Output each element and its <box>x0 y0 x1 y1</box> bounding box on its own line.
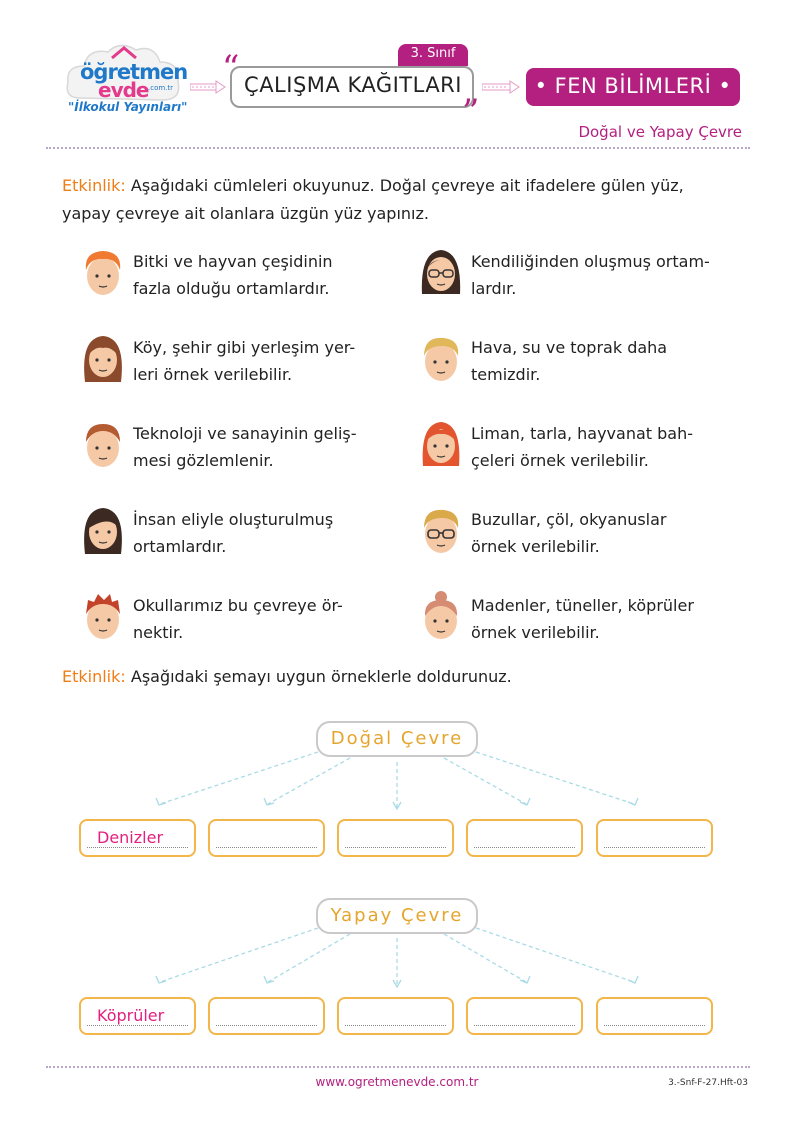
footer-code: 3.-Snf-F-27.Hft-03 <box>668 1078 748 1088</box>
statement-line: temizdir. <box>471 365 541 384</box>
footer-url: www.ogretmenevde.com.tr <box>315 1075 479 1089</box>
statement-line: İnsan eliyle oluşturulmuş <box>133 510 334 529</box>
logo-domain: .com.tr <box>148 84 174 92</box>
statement-line: fazla olduğu ortamlardır. <box>133 279 330 298</box>
write-line <box>216 847 317 848</box>
statement-line: Köy, şehir gibi yerleşim yer- <box>133 338 356 357</box>
statement-line: Bitki ve hayvan çeşidinin <box>133 252 333 271</box>
statement-line: Hava, su ve toprak daha <box>471 338 668 357</box>
slot-answer: Denizler <box>97 828 164 847</box>
statement-line: Buzullar, çöl, okyanuslar <box>471 510 667 529</box>
statement-line: Okullarımız bu çevreye ör- <box>133 596 343 615</box>
natural-slot[interactable] <box>596 819 713 857</box>
write-line <box>345 847 446 848</box>
statement-line: nektir. <box>133 623 184 642</box>
write-line <box>345 1025 446 1026</box>
artificial-slot[interactable] <box>208 997 325 1035</box>
statement-line: Teknoloji ve sanayinin geliş- <box>133 424 357 443</box>
activity1-line1: Aşağıdaki cümleleri okuyunuz. Doğal çevreye ait ifadelere gülen yüz, <box>125 176 684 195</box>
artificial-slot[interactable] <box>79 997 196 1035</box>
page-title: ÇALIŞMA KAĞITLARI <box>244 73 462 97</box>
artificial-environment-title: Yapay Çevre <box>330 905 464 926</box>
write-line <box>474 847 575 848</box>
logo-text-evde: evde <box>98 78 149 102</box>
statement-line: lardır. <box>471 279 517 298</box>
statement-line: ortamlardır. <box>133 537 227 556</box>
logo-text: öğretmen <box>80 60 188 84</box>
open-quote-icon: “ <box>222 48 240 88</box>
write-line <box>604 1025 705 1026</box>
subject-label: • FEN BİLİMLERİ • <box>534 74 732 98</box>
statement-line: örnek verilebilir. <box>471 537 600 556</box>
statement-line: Madenler, tüneller, köprüler <box>471 596 694 615</box>
natural-slot[interactable] <box>466 819 583 857</box>
write-line <box>87 1025 188 1026</box>
write-line <box>216 1025 317 1026</box>
statement-line: Liman, tarla, hayvanat bah- <box>471 424 694 443</box>
natural-slot[interactable] <box>79 819 196 857</box>
activity1-line2: yapay çevreye ait olanlara üzgün yüz yapınız. <box>62 204 429 223</box>
statement-line: mesi gözlemlenir. <box>133 451 274 470</box>
activity-label: Etkinlik: <box>62 176 126 195</box>
activity-label: Etkinlik: <box>62 667 126 686</box>
natural-slot[interactable] <box>337 819 454 857</box>
write-line <box>604 847 705 848</box>
grade-label: 3. Sınıf <box>410 46 456 61</box>
topic-title: Doğal ve Yapay Çevre <box>578 123 742 141</box>
artificial-slot[interactable] <box>596 997 713 1035</box>
activity2-text: Aşağıdaki şemayı uygun örneklerle doldurunuz. <box>125 667 512 686</box>
statement-line: örnek verilebilir. <box>471 623 600 642</box>
statement-line: leri örnek verilebilir. <box>133 365 293 384</box>
statement-line: çeleri örnek verilebilir. <box>471 451 649 470</box>
natural-environment-title: Doğal Çevre <box>330 728 464 749</box>
write-line <box>87 847 188 848</box>
footer-divider <box>46 1066 750 1068</box>
write-line <box>474 1025 575 1026</box>
artificial-slot[interactable] <box>466 997 583 1035</box>
close-quote-icon: ” <box>462 92 480 132</box>
natural-slot[interactable] <box>208 819 325 857</box>
artificial-slot[interactable] <box>337 997 454 1035</box>
statement-line: Kendiliğinden oluşmuş ortam- <box>471 252 710 271</box>
slot-answer: Köprüler <box>97 1006 165 1025</box>
logo-tagline: "İlkokul Yayınları" <box>68 100 188 114</box>
